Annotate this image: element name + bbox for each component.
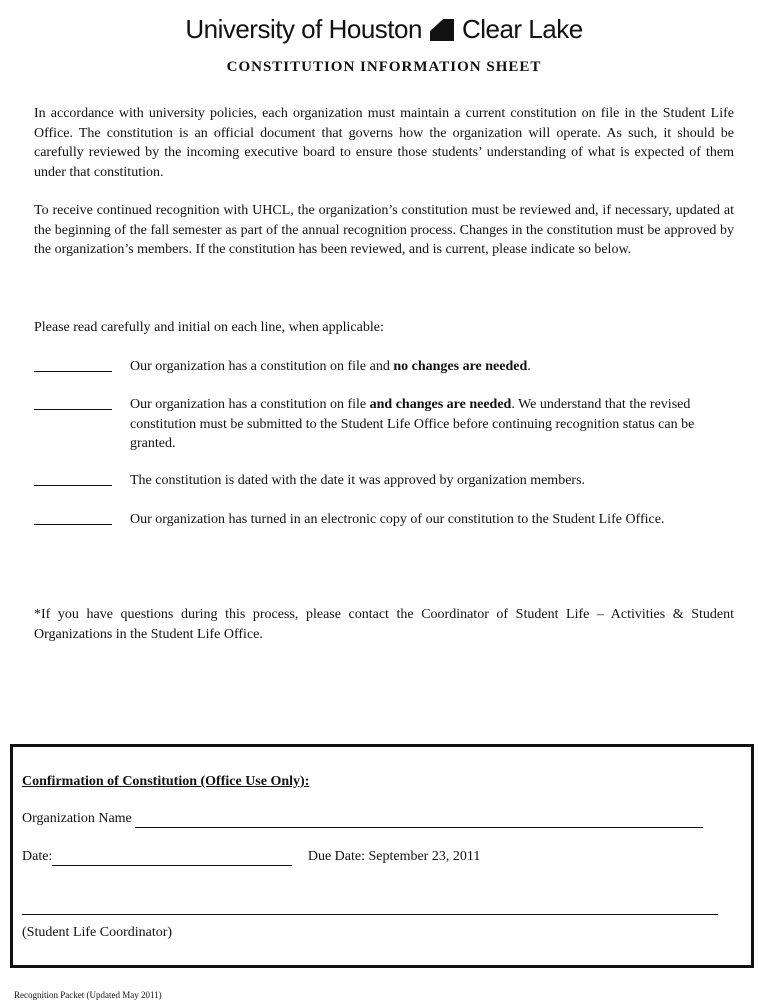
organization-name-row	[22, 811, 703, 828]
office-use-box	[10, 744, 754, 968]
initial-blank[interactable]	[34, 510, 112, 525]
date-label: Date:	[22, 849, 53, 864]
logo-mark-icon	[430, 19, 454, 41]
logo-text-right: Clear Lake	[461, 14, 583, 44]
checklist-item-text: Our organization has a constitution on file and changes are needed. We understand that the revised constitution must be submitted to the Student Life Office before continuing recognition status can be granted.	[130, 397, 695, 451]
instructions-text: Please read carefully and initial on each line, when applicable:	[34, 320, 384, 335]
checklist-item	[34, 510, 734, 530]
initial-blank[interactable]	[34, 471, 112, 486]
date-row	[22, 849, 480, 866]
checklist-item-text: The constitution is dated with the date it was approved by organization members.	[130, 473, 586, 488]
recognition-paragraph: To receive continued recognition with UHCL, the organization’s constitution must be reviewed and, if necessary, updated at the beginning of the fall semester as part of the annual recognition process. Changes in the constitution must be approved by the organization’s members. If the constitution has been reviewed, and is current, please indicate so below.	[34, 203, 734, 257]
checklist-item	[34, 357, 734, 377]
footer-text: Recognition Packet (Updated May 2011)	[14, 990, 162, 1000]
initial-blank[interactable]	[34, 357, 112, 372]
date-field[interactable]	[52, 849, 292, 866]
organization-name-label: Organization Name	[22, 811, 132, 826]
page-title: CONSTITUTION INFORMATION SHEET	[226, 59, 542, 75]
checklist-item	[34, 471, 734, 491]
logo-text-left: University of Houston	[185, 14, 422, 44]
organization-name-field[interactable]	[135, 811, 703, 828]
due-date-text: Due Date: September 23, 2011	[307, 849, 481, 864]
contact-note: *If you have questions during this process, please contact the Coordinator of Student Life – Activities & Student Organizations in the Student Life Office.	[34, 607, 734, 642]
coordinator-label: (Student Life Coordinator)	[22, 925, 173, 940]
initial-blank[interactable]	[34, 395, 112, 410]
intro-paragraph: In accordance with university policies, each organization must maintain a current constitution on file in the Student Life Office. The constitution is an official document that governs how the organization will operate. As such, it should be carefully reviewed by the incoming executive board to ensure those students’ understanding of what is expected of them under that constitution.	[34, 106, 734, 180]
confirmation-heading: Confirmation of Constitution (Office Use Only):	[22, 774, 310, 789]
checklist-item	[34, 395, 734, 454]
checklist-item-text: Our organization has turned in an electronic copy of our constitution to the Student Life Office.	[130, 512, 665, 527]
university-logo	[0, 14, 768, 45]
checklist-item-text: Our organization has a constitution on file and no changes are needed.	[130, 359, 531, 374]
coordinator-signature-line[interactable]	[22, 896, 718, 915]
